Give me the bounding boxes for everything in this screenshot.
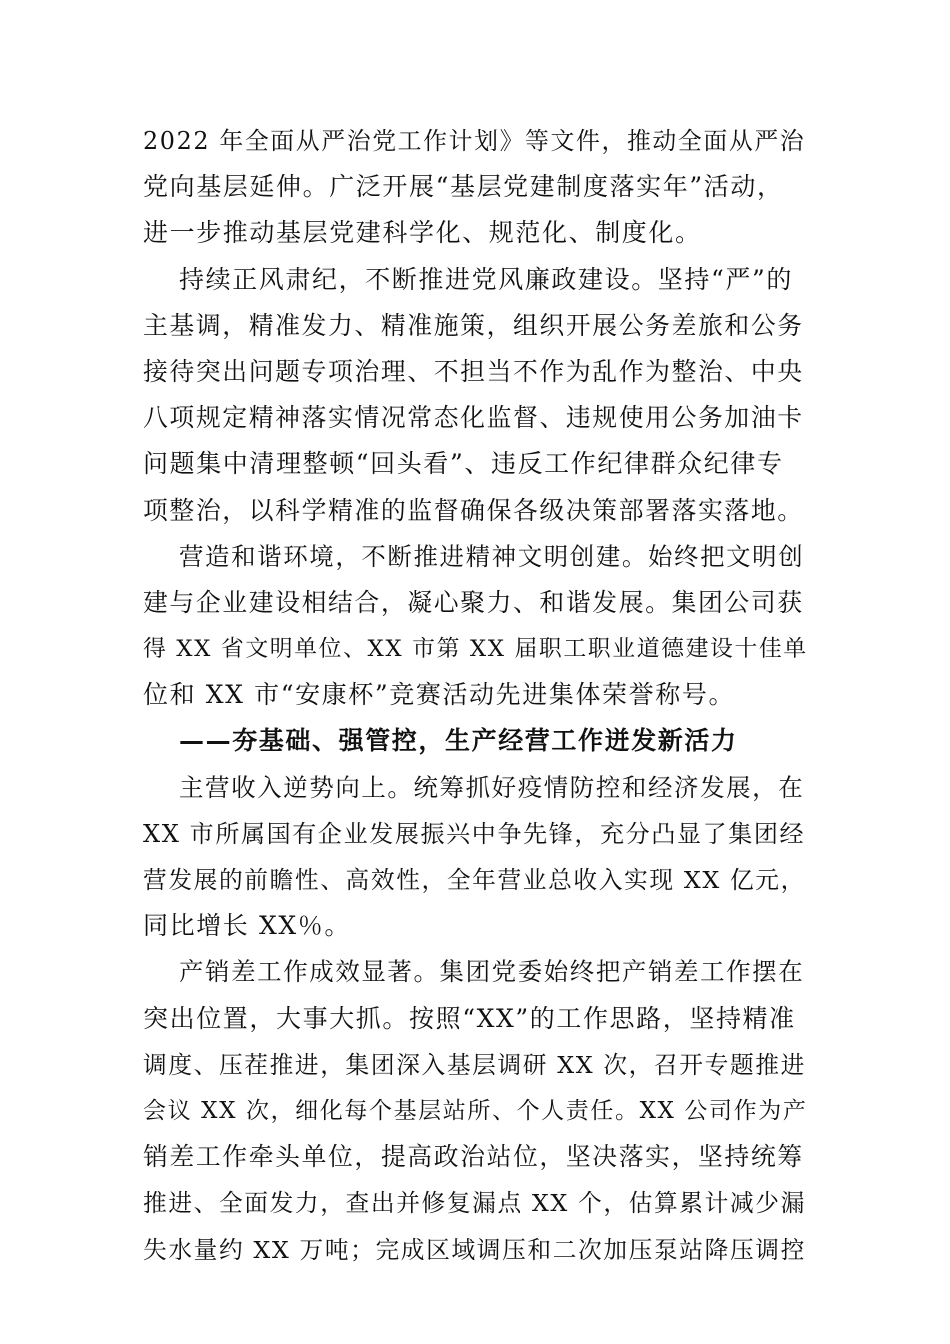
paragraph-line: 同比增长 XX％。 (143, 911, 351, 941)
section-heading: ——夯基础、强管控，生产经营工作迸发新活力 (179, 726, 738, 756)
paragraph-first-line: 产销差工作成效显著。集团党委始终把产销差工作摆在 (179, 957, 805, 987)
paragraph-line: 突出位置，大事大抓。按照“XX”的工作思路，坚持精准 (143, 1003, 796, 1033)
paragraph-line: 得 XX 省文明单位、XX 市第 XX 届职工职业道德建设十佳单 (143, 636, 808, 663)
paragraph-line: 推进、全面发力，查出并修复漏点 XX 个，估算累计减少漏 (143, 1189, 806, 1218)
paragraph-first-line: 主营收入逆势向上。统筹抓好疫情防控和经济发展，在 (179, 772, 805, 802)
paragraph-first-line: 持续正风肃纪，不断推进党风廉政建设。坚持“严”的 (179, 264, 793, 294)
paragraph-line: 失水量约 XX 万吨；完成区域调压和二次加压泵站降压调控 (143, 1235, 806, 1264)
paragraph-line: 位和 XX 市“安康杯”竞赛活动先进集体荣誉称号。 (143, 680, 736, 710)
paragraph-line: 党向基层延伸。广泛开展“基层党建制度落实年”活动， (143, 172, 784, 202)
paragraph-line: 调度、压茬推进，集团深入基层调研 XX 次，召开专题推进 (143, 1050, 806, 1079)
paragraph-line: 建与企业建设相结合，凝心聚力、和谐发展。集团公司获 (143, 587, 804, 617)
paragraph-line: 销差工作牵头单位，提高政治站位，坚决落实，坚持统筹 (143, 1142, 804, 1172)
paragraph-line: 问题集中清理整顿“回头看”、违反工作纪律群众纪律专 (143, 449, 784, 479)
paragraph-line: 主基调，精准发力、精准施策，组织开展公务差旅和公务 (143, 310, 804, 340)
paragraph-line: 八项规定精神落实情况常态化监督、违规使用公务加油卡 (143, 403, 804, 433)
paragraph-line: 项整治，以科学精准的监督确保各级决策部署落实落地。 (143, 495, 804, 525)
paragraph-line: 营发展的前瞻性、高效性，全年营业总收入实现 XX 亿元， (143, 866, 806, 894)
document-page (143, 118, 807, 1273)
paragraph-line: 会议 XX 次，细化每个基层站所、个人责任。XX 公司作为产 (143, 1097, 808, 1124)
paragraph-line: 2022 年全面从严治党工作计划》等文件，推动全面从严治 (143, 127, 806, 155)
paragraph-line: 接待突出问题专项治理、不担当不作为乱作为整治、中央 (143, 356, 804, 386)
paragraph-line: 进一步推动基层党建科学化、规范化、制度化。 (143, 218, 702, 248)
paragraph-line: XX 市所属国有企业发展振兴中争先锋，充分凸显了集团经 (143, 819, 806, 848)
paragraph-first-line: 营造和谐环境，不断推进精神文明创建。始终把文明创 (179, 541, 805, 571)
